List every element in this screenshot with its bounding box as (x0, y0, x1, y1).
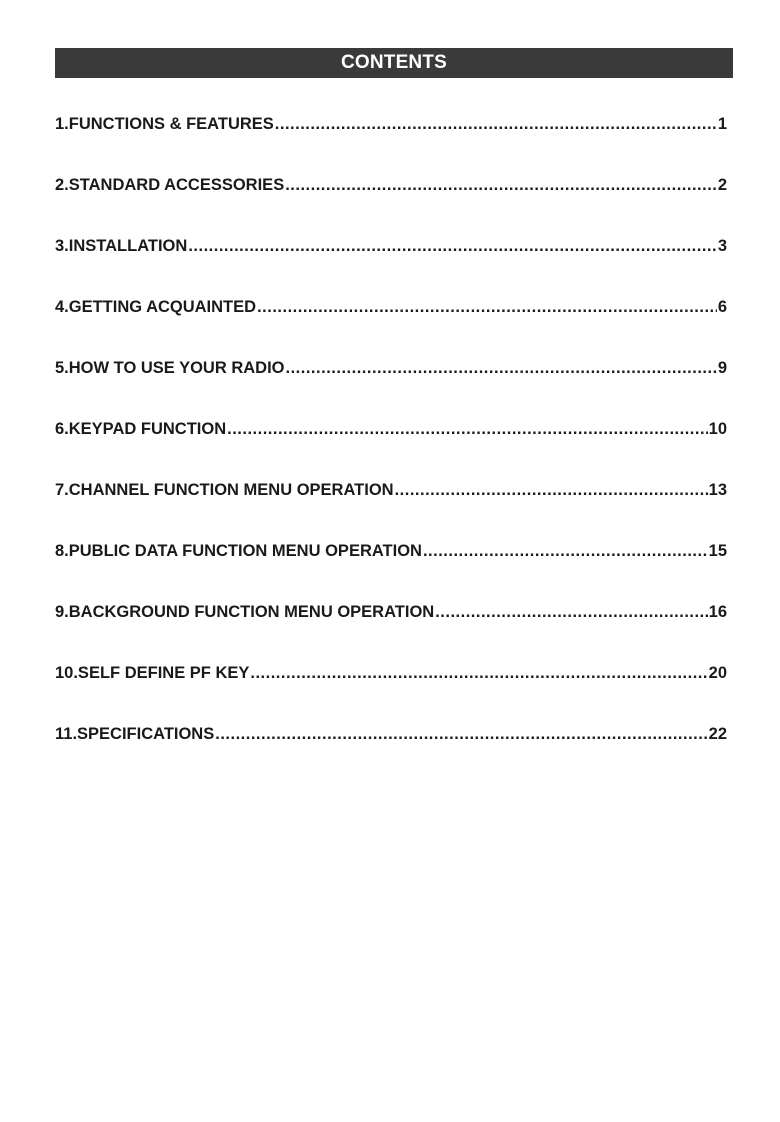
toc-entry-page: 2 (717, 176, 727, 194)
table-of-contents (55, 112, 727, 783)
toc-entry-title: 9.BACKGROUND FUNCTION MENU OPERATION (55, 603, 435, 621)
toc-leader-dots (188, 234, 717, 258)
toc-leader-dots (286, 356, 717, 380)
toc-entry-page: 9 (717, 359, 727, 377)
toc-leader-dots (285, 173, 717, 197)
toc-entry-page: 1 (717, 115, 727, 133)
toc-leader-dots (215, 722, 707, 746)
toc-leader-dots (227, 417, 708, 441)
toc-entry[interactable] (55, 417, 727, 478)
toc-leader-dots (423, 539, 708, 563)
toc-entry-page: 13 (708, 481, 727, 499)
toc-leader-dots (435, 600, 707, 624)
toc-entry[interactable] (55, 234, 727, 295)
toc-entry-title: 10.SELF DEFINE PF KEY (55, 664, 250, 682)
toc-entry-page: 20 (708, 664, 727, 682)
toc-entry[interactable] (55, 661, 727, 722)
contents-header-bar (55, 48, 733, 78)
toc-entry-page: 6 (717, 298, 727, 316)
toc-entry[interactable] (55, 295, 727, 356)
toc-entry-page: 10 (708, 420, 727, 438)
toc-entry[interactable] (55, 600, 727, 661)
toc-entry-title: 5.HOW TO USE YOUR RADIO (55, 359, 285, 377)
toc-entry-page: 15 (708, 542, 727, 560)
toc-entry[interactable] (55, 478, 727, 539)
toc-leader-dots (275, 112, 717, 136)
toc-entry-title: 7.CHANNEL FUNCTION MENU OPERATION (55, 481, 394, 499)
toc-entry-title: 1.FUNCTIONS & FEATURES (55, 115, 274, 133)
toc-leader-dots (257, 295, 717, 319)
toc-entry-title: 4.GETTING ACQUAINTED (55, 298, 257, 316)
toc-leader-dots (250, 661, 707, 685)
toc-entry-title: 3.INSTALLATION (55, 237, 188, 255)
toc-entry-title: 6.KEYPAD FUNCTION (55, 420, 227, 438)
page-title: CONTENTS (340, 52, 448, 73)
toc-entry[interactable] (55, 356, 727, 417)
toc-entry-page: 22 (708, 725, 727, 743)
toc-entry[interactable] (55, 539, 727, 600)
toc-leader-dots (395, 478, 708, 502)
toc-entry-page: 3 (717, 237, 727, 255)
toc-entry[interactable] (55, 722, 727, 783)
toc-entry-title: 2.STANDARD ACCESSORIES (55, 176, 285, 194)
toc-entry-title: 11.SPECIFICATIONS (55, 725, 215, 743)
toc-entry[interactable] (55, 112, 727, 173)
toc-entry-page: 16 (708, 603, 727, 621)
toc-entry[interactable] (55, 173, 727, 234)
toc-entry-title: 8.PUBLIC DATA FUNCTION MENU OPERATION (55, 542, 422, 560)
